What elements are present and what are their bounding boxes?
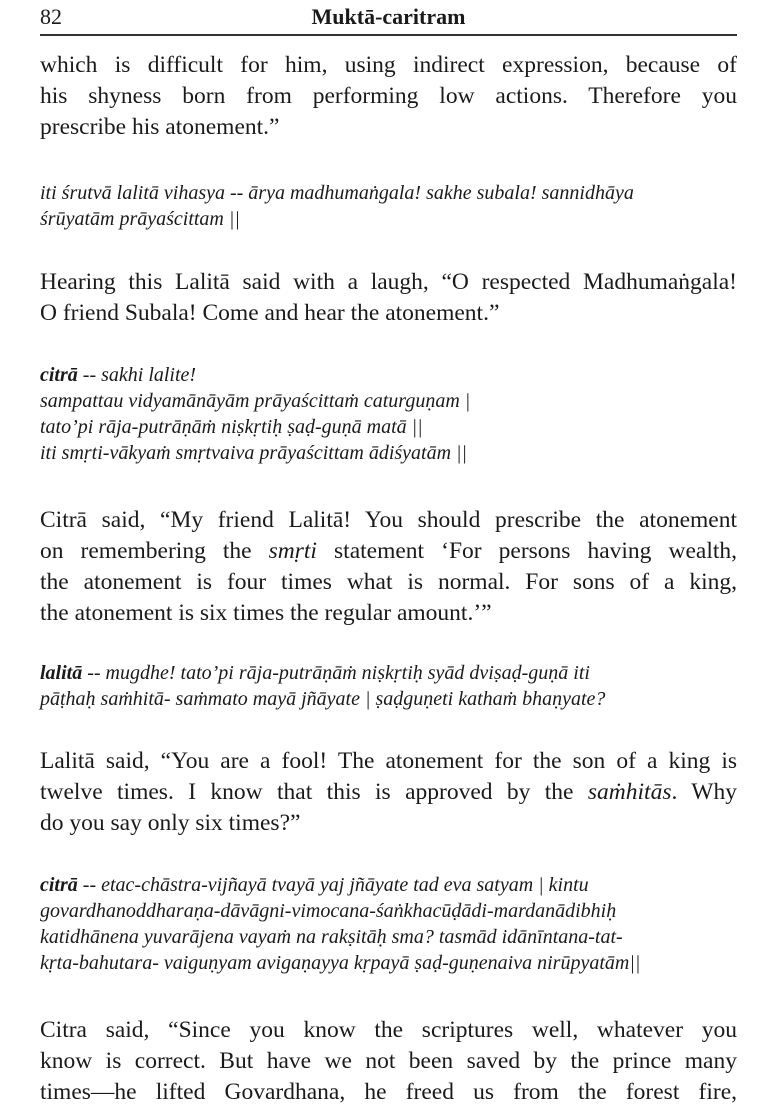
verse-line: śrūyatām prāyaścittam || [40, 208, 240, 230]
text-line: Citrā said, “My friend Lalitā! You should prescribe the atonement [40, 507, 737, 533]
verse-line: tato’pi rāja-putrāṇāṁ niṣkṛtiḥ ṣaḍ-guṇā matā || [40, 416, 423, 438]
verse-line: govardhanoddharaṇa-dāvāgni-vimocana-śaṅkhacūḍādi-mardanādibhiḥ [40, 900, 617, 922]
text-line: prescribe his atonement.” [40, 114, 280, 140]
verse-line: sampattau vidyamānāyām prāyaścittaṁ caturguṇam | [40, 390, 471, 412]
emphasis-term: saṁhitās [587, 779, 672, 805]
text-line: do you say only six times?” [40, 810, 301, 836]
text-line: the atonement is six times the regular amount.’” [40, 600, 492, 626]
text-line: which is difficult for him, using indirect expression, because of [40, 52, 737, 78]
text-line: Lalitā said, “You are a fool! The atonement for the son of a king is [40, 748, 737, 774]
text-line: Citra said, “Since you know the scriptures well, whatever you [40, 1017, 737, 1043]
header-rule [40, 34, 737, 36]
verse-line: iti śrutvā lalitā vihasya -- ārya madhumaṅgala! sakhe subala! sannidhāya [40, 182, 634, 204]
text-line: his shyness born from performing low actions. Therefore you [40, 83, 737, 109]
text-line: the atonement is four times what is normal. For sons of a king, [40, 569, 737, 595]
english-paragraph [40, 267, 737, 329]
text-line: twelve times. I know that this is approved by the saṁhitās. Why [40, 779, 737, 805]
sanskrit-verse [40, 180, 737, 232]
text-line: times—he lifted Govardhana, he freed us from the forest fire, [40, 1079, 737, 1105]
verse-line: kṛta-bahutara- vaiguṇyam avigaṇayya kṛpayā ṣaḍ-guṇenaiva nirūpyatām|| [40, 952, 641, 974]
verse-line: citrā -- etac-chāstra-vijñayā tvayā yaj jñāyate tad eva satyam | kintu [40, 874, 589, 896]
text-line: know is correct. But have we not been saved by the prince many [40, 1048, 737, 1074]
text-line: O friend Subala! Come and hear the atonement.” [40, 300, 500, 326]
sanskrit-verse [40, 660, 737, 712]
english-paragraph [40, 1015, 737, 1108]
english-paragraph [40, 505, 737, 629]
text-line: on remembering the smṛti statement ‘For persons having wealth, [40, 538, 737, 564]
verse-line: katidhānena yuvarājena vayaṁ na rakṣitāḥ sma? tasmād idānīntana-tat- [40, 926, 623, 948]
speaker-name: lalitā [40, 662, 83, 684]
sanskrit-verse [40, 362, 737, 466]
book-page [40, 0, 737, 1105]
verse-line: lalitā -- mugdhe! tato’pi rāja-putrāṇāṁ niṣkṛtiḥ syād dviṣaḍ-guṇā iti [40, 662, 590, 684]
text-line: Hearing this Lalitā said with a laugh, “O respected Madhumaṅgala! [40, 269, 737, 295]
running-title: Muktā-caritram [311, 4, 466, 29]
emphasis-term: smṛti [268, 538, 317, 564]
sanskrit-verse [40, 872, 737, 976]
english-paragraph [40, 50, 737, 143]
verse-line: citrā -- sakhi lalite! [40, 364, 197, 386]
english-paragraph [40, 746, 737, 839]
page-header [40, 0, 737, 36]
verse-line: iti smṛti-vākyaṁ smṛtvaiva prāyaścittam ādiśyatām || [40, 442, 468, 464]
verse-line: pāṭhaḥ saṁhitā- saṁmato mayā jñāyate | ṣaḍguṇeti kathaṁ bhaṇyate? [40, 688, 606, 710]
page-number: 82 [40, 4, 62, 29]
speaker-name: citrā [40, 874, 78, 896]
speaker-name: citrā [40, 364, 78, 386]
